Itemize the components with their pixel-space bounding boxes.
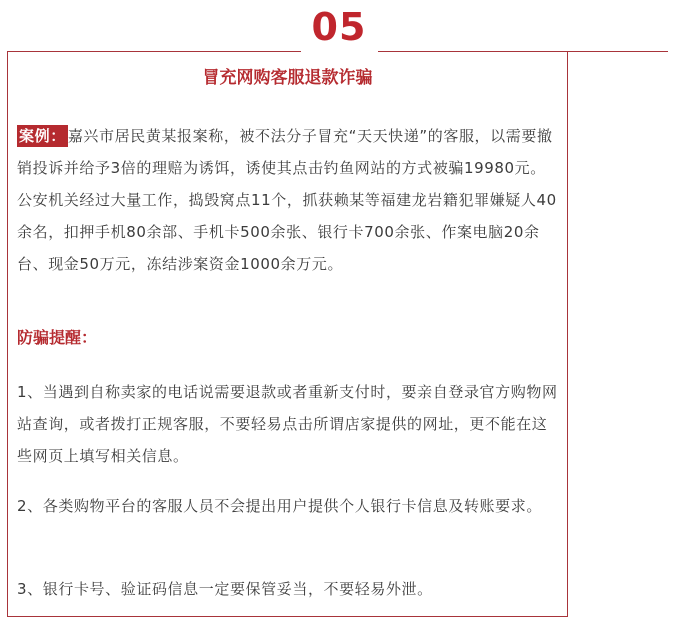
section-number: 05 xyxy=(311,5,367,49)
case-paragraph xyxy=(17,120,559,280)
tips-heading: 防骗提醒： xyxy=(17,328,98,347)
case-text: 嘉兴市居民黄某报案称，被不法分子冒充“天天快递”的客服，以需要撤销投诉并给予3倍的理赔为诱饵，诱使其点击钓鱼网站的方式被骗19980元。公安机关经过大量工作，捣毁窝点11个，抓获赖某等福建龙岩籍犯罪嫌疑人40余名，扣押手机80余部、手机卡500余张、银行卡700余张、作案电脑20余台、现金50万元，冻结涉案资金1000余万元。 xyxy=(17,127,557,273)
tip-item: 1、当遇到自称卖家的电话说需要退款或者重新支付时，要亲自登录官方购物网站查询，或者拨打正规客服，不要轻易点击所谓店家提供的网址，更不能在这些网页上填写相关信息。 xyxy=(17,383,558,465)
tip-item: 2、各类购物平台的客服人员不会提出用户提供个人银行卡信息及转账要求。 xyxy=(17,497,542,515)
case-label: 案例： xyxy=(19,127,66,145)
article-title: 冒充网购客服退款诈骗 xyxy=(202,68,373,88)
tip-item: 3、银行卡号、验证码信息一定要保管妥当，不要轻易外泄。 xyxy=(17,580,433,598)
